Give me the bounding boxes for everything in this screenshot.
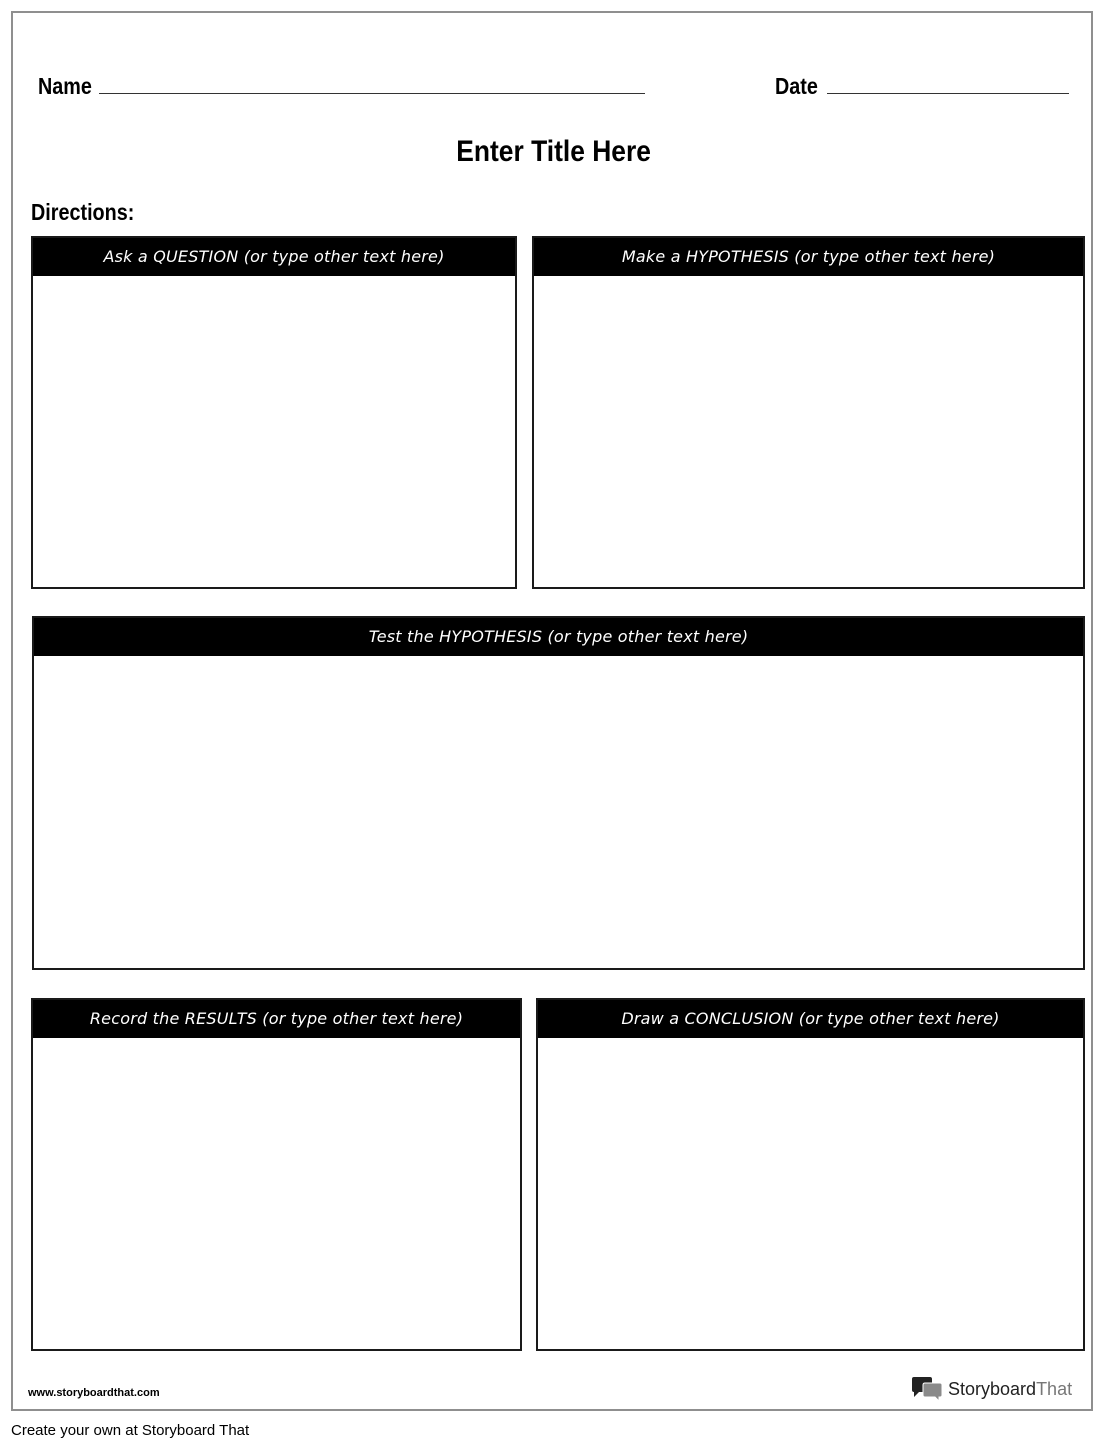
conclusion-panel[interactable] xyxy=(536,998,1085,1351)
conclusion-panel-body[interactable] xyxy=(538,1038,1083,1349)
results-panel[interactable] xyxy=(31,998,522,1351)
worksheet-page xyxy=(11,11,1093,1411)
hypothesis-panel-body[interactable] xyxy=(534,276,1083,587)
page-title-text: Enter Title Here xyxy=(456,135,652,168)
hypothesis-panel[interactable] xyxy=(532,236,1085,589)
results-panel-body[interactable] xyxy=(33,1038,520,1349)
name-label: Name xyxy=(38,73,92,99)
hypothesis-panel-heading[interactable]: Make a HYPOTHESIS (or type other text here) xyxy=(534,238,1083,276)
date-label: Date xyxy=(775,73,818,99)
question-panel-body[interactable] xyxy=(33,276,515,587)
brand-wordmark-part2: That xyxy=(1036,1378,1073,1399)
speech-bubbles-icon xyxy=(910,1376,944,1402)
name-line[interactable] xyxy=(99,93,645,94)
brand-wordmark xyxy=(948,1379,1072,1400)
test-panel-body[interactable] xyxy=(34,656,1083,968)
site-url: www.storyboardthat.com xyxy=(28,1387,160,1399)
test-panel[interactable] xyxy=(32,616,1085,970)
question-panel-heading[interactable]: Ask a QUESTION (or type other text here) xyxy=(33,238,515,276)
test-panel-heading[interactable]: Test the HYPOTHESIS (or type other text here) xyxy=(34,618,1083,656)
storyboardthat-logo xyxy=(910,1375,1072,1403)
results-panel-heading[interactable]: Record the RESULTS (or type other text here) xyxy=(33,1000,520,1038)
brand-wordmark-part1: Storyboard xyxy=(948,1378,1037,1399)
conclusion-panel-heading[interactable]: Draw a CONCLUSION (or type other text here) xyxy=(538,1000,1083,1038)
footer-credit[interactable]: Create your own at Storyboard That xyxy=(11,1422,250,1439)
date-line[interactable] xyxy=(827,93,1069,94)
directions-label: Directions: xyxy=(31,199,135,225)
question-panel[interactable] xyxy=(31,236,517,589)
page-title[interactable] xyxy=(13,135,1095,169)
